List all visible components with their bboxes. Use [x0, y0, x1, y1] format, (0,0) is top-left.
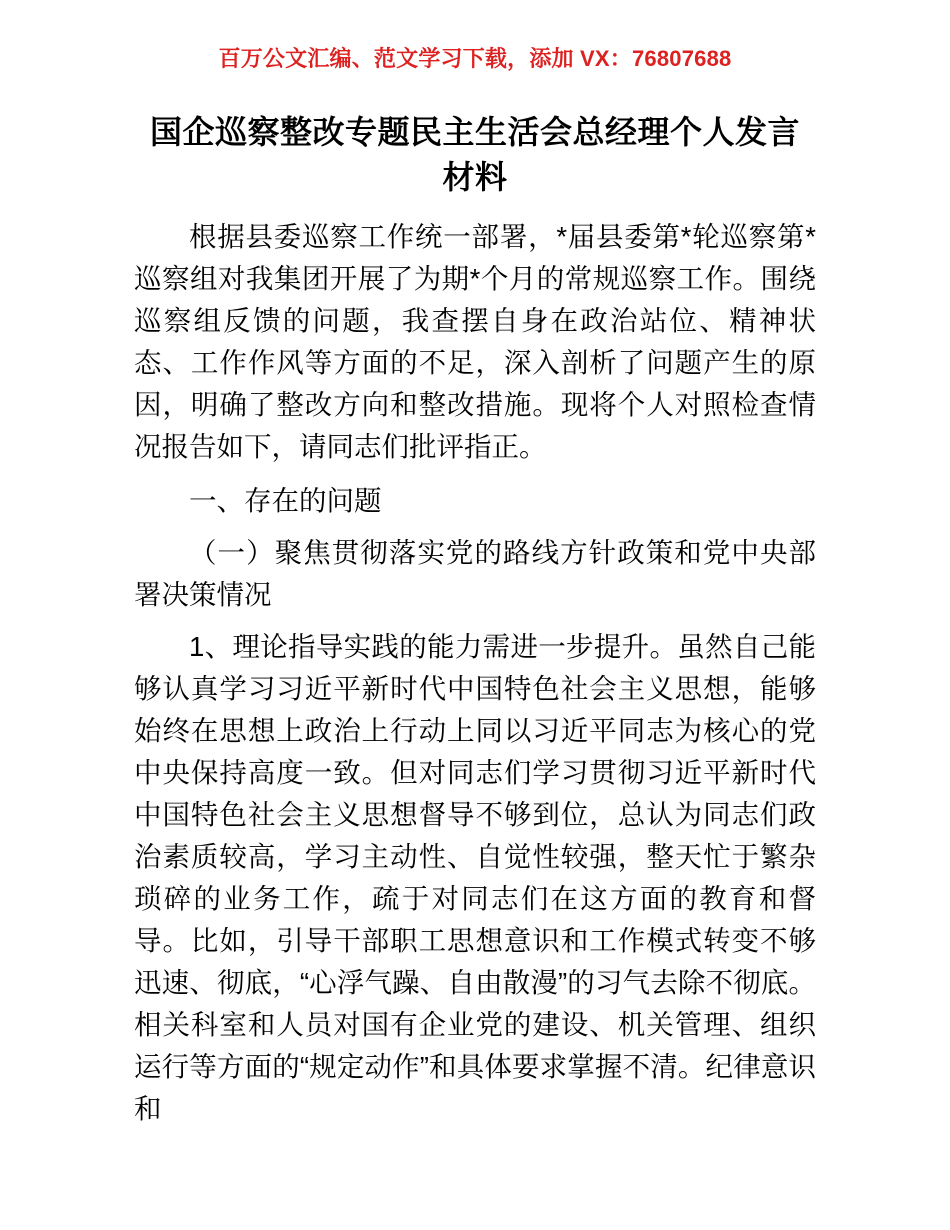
paragraph-intro: 根据县委巡察工作统一部署，*届县委第*轮巡察第*巡察组对我集团开展了为期*个月的常规巡察工作。围绕巡察组反馈的问题，我查摆自身在政治站位、精神状态、工作作风等方面的不足，深入剖析了问题产生的原因，明确了整改方向和整改措施。现将个人对照检查情况报告如下，请同志们批评指正。 [134, 221, 816, 462]
document-title: 国企巡察整改专题民主生活会总经理个人发言材料 [149, 114, 800, 195]
promo-banner-text: 百万公文汇编、范文学习下载，添加 VX：76807688 [218, 46, 732, 71]
paragraph-spacer [134, 468, 816, 480]
section-heading-one: 一、存在的问题 [189, 485, 382, 516]
paragraph-spacer [134, 522, 816, 532]
paragraph-item-1: 1、理论指导实践的能力需进一步提升。虽然自己能够认真学习习近平新时代中国特色社会主义思想，能够始终在思想上政治上行动上同以习近平同志为核心的党中央保持高度一致。但对同志们学习贯彻习近平新时代中国特色社会主义思想督导不够到位，总认为同志们政治素质较高，学习主动性、自觉性较强，整天忙于繁杂琐碎的业务工作，疏于对同志们在这方面的教育和督导。比如，引导干部职工思想意识和工作模式转变不够迅速、彻底，“心浮气躁、自由散漫”的习气去除不彻底。相关科室和人员对国有企业党的建设、机关管理、组织运行等方面的“规定动作”和具体要求掌握不清。纪律意识和 [134, 631, 816, 1124]
subsection-heading-one: （一）聚焦贯彻落实党的路线方针政策和党中央部署决策情况 [134, 537, 816, 610]
paragraph-spacer [134, 616, 816, 626]
document-body [134, 110, 816, 1130]
